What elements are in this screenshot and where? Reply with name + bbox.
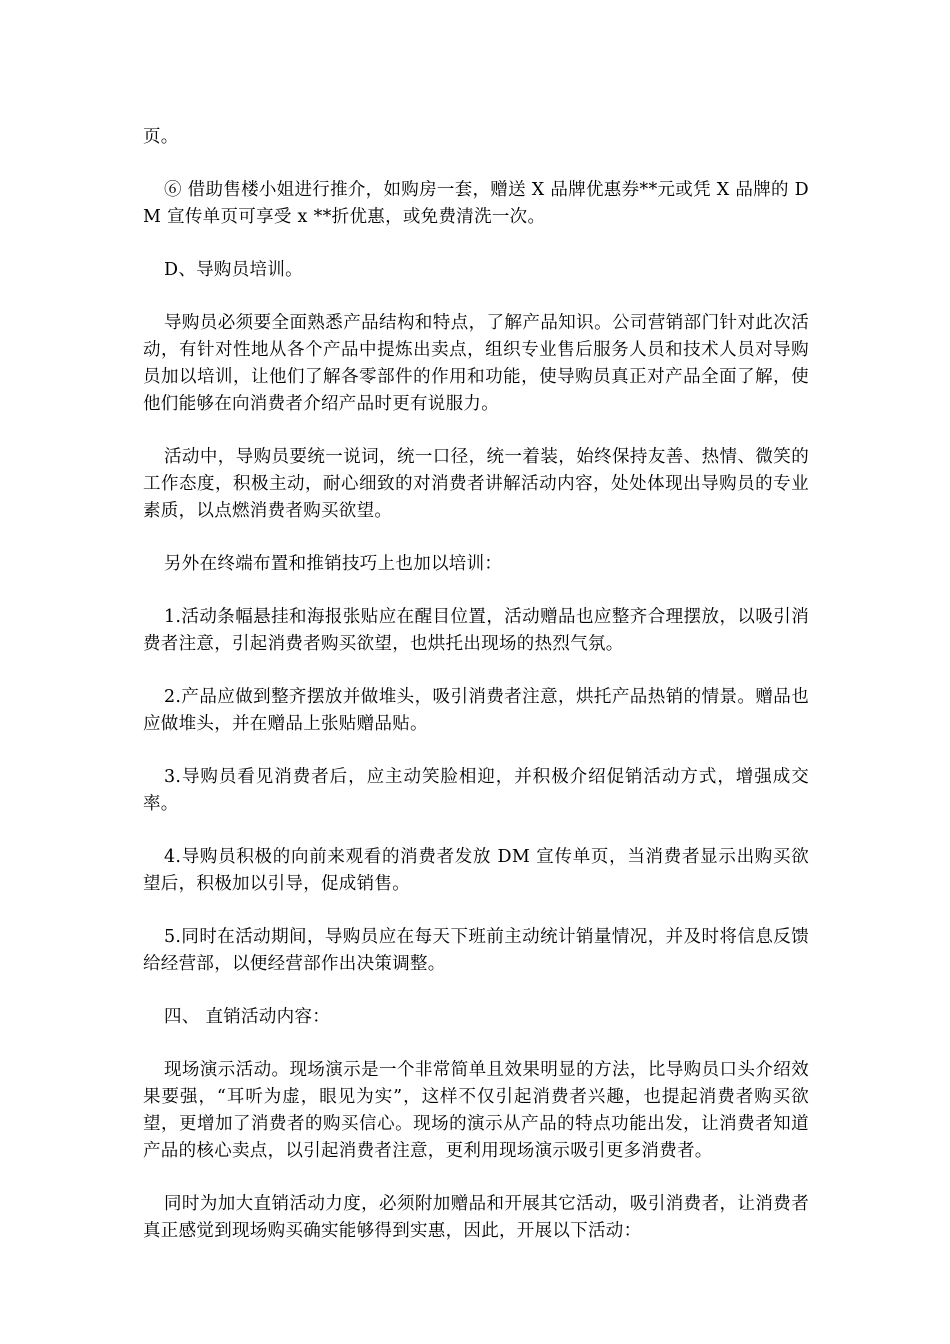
section-heading-4-direct-sales: 四、 直销活动内容：	[164, 1007, 331, 1027]
paragraph-item-6-sales-lady: ⑥ 借助售楼小姐进行推介，如购房一套，赠送 X 品牌优惠券**元或凭 X 品牌的 DM 宣传单页可享受 x **折优惠，或免费清洗一次。	[143, 180, 809, 227]
section-heading-d-training: D、导购员培训。	[164, 260, 303, 280]
list-item-2: 2.产品应做到整齐摆放并做堆头，吸引消费者注意，烘托产品热销的情景。赠品也应做堆头，并在赠品上张贴赠品贴。	[143, 687, 809, 734]
paragraph-demo-activity: 现场演示活动。现场演示是一个非常简单且效果明显的方法，比导购员口头介绍效果要强，“耳听为虚，眼见为实”，这样不仅引起消费者兴趣，也提起消费者购买欲望，更增加了消费者的购买信心。现场的演示从产品的特点功能出发，让消费者知道产品的核心卖点，以引起消费者注意，更利用现场演示吸引更多消费者。	[143, 1060, 809, 1161]
paragraph-additional-activities: 同时为加大直销活动力度，必须附加赠品和开展其它活动，吸引消费者，让消费者真正感觉到现场购买确实能够得到实惠，因此，开展以下活动：	[143, 1194, 809, 1241]
paragraph-training-conduct: 活动中，导购员要统一说词，统一口径，统一着装，始终保持友善、热情、微笑的工作态度，积极主动，耐心细致的对消费者讲解活动内容，处处体现出导购员的专业素质，以点燃消费者购买欲望。	[143, 447, 809, 521]
paragraph-training-intro: 另外在终端布置和推销技巧上也加以培训：	[164, 554, 503, 574]
list-item-1: 1.活动条幅悬挂和海报张贴应在醒目位置，活动赠品也应整齐合理摆放，以吸引消费者注意，引起消费者购买欲望，也烘托出现场的热烈气氛。	[143, 607, 809, 654]
list-item-5: 5.同时在活动期间，导购员应在每天下班前主动统计销量情况，并及时将信息反馈给经营部，以便经营部作出决策调整。	[143, 927, 809, 974]
list-item-4: 4.导购员积极的向前来观看的消费者发放 DM 宣传单页，当消费者显示出购买欲望后，积极加以引导，促成销售。	[143, 847, 809, 894]
list-item-3: 3.导购员看见消费者后，应主动笑脸相迎，并积极介绍促销活动方式，增强成交率。	[143, 767, 809, 814]
paragraph-continuation: 页。	[143, 127, 179, 147]
paragraph-training-knowledge: 导购员必须要全面熟悉产品结构和特点，了解产品知识。公司营销部门针对此次活动，有针对性地从各个产品中提炼出卖点，组织专业售后服务人员和技术人员对导购员加以培训，让他们了解各零部件的作用和功能，使导购员真正对产品全面了解，使他们能够在向消费者介绍产品时更有说服力。	[143, 313, 809, 414]
document-body	[143, 124, 809, 1271]
